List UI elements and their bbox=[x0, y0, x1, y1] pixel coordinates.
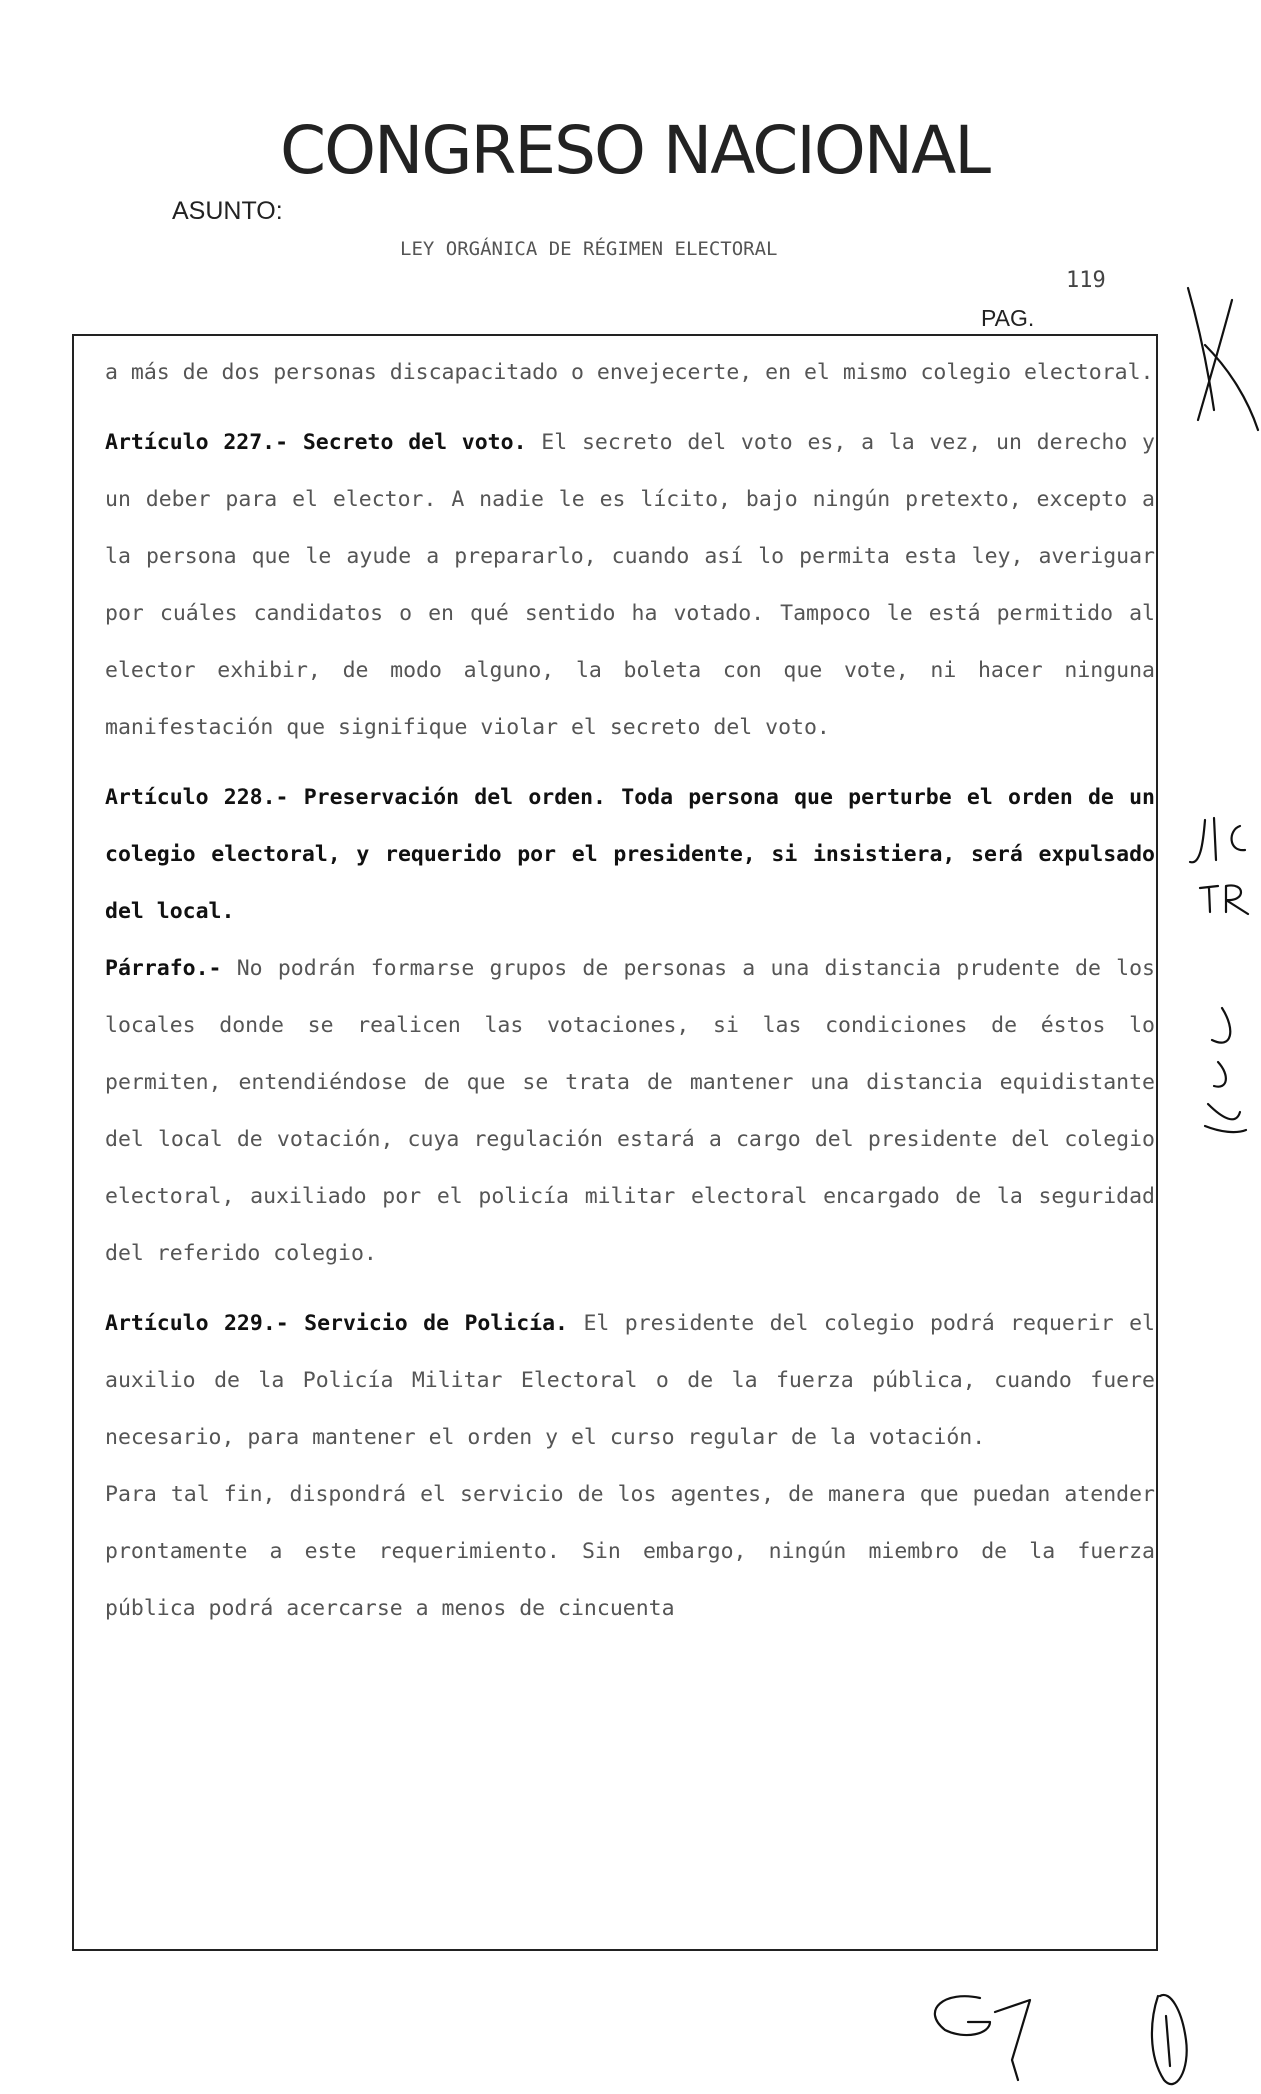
page-number: 119 bbox=[1066, 268, 1106, 293]
document-body bbox=[105, 344, 1155, 1637]
asunto-label: ASUNTO: bbox=[172, 197, 283, 225]
document-subject: LEY ORGÁNICA DE RÉGIMEN ELECTORAL bbox=[400, 238, 778, 260]
page-title: CONGRESO NACIONAL bbox=[280, 112, 990, 189]
parrafo-text: No podrán formarse grupos de personas a una distancia prudente de los locales donde se realicen las votaciones, si las condiciones de éstos lo permiten, entendiéndose de que se trata de mantener una distancia equidistante del local de votación, cuya regulación estará a cargo del presidente del colegio electoral, auxiliado por el policía militar electoral encargado de la seguridad del referido colegio. bbox=[105, 956, 1155, 1266]
parrafo-heading: Párrafo.- bbox=[105, 956, 222, 981]
article-228-text: Toda persona que perturbe el orden de un colegio electoral, y requerido por el presidente, si insistiera, será expulsado del local. bbox=[105, 785, 1155, 924]
article-227 bbox=[105, 414, 1155, 756]
intro-paragraph: a más de dos personas discapacitado o envejecerte, en el mismo colegio electoral. bbox=[105, 360, 1154, 385]
article-229-heading: Artículo 229.- Servicio de Policía. bbox=[105, 1311, 569, 1336]
parrafo bbox=[105, 940, 1155, 1282]
bottom-signature-scribble bbox=[1152, 1995, 1187, 2084]
margin-x-mark bbox=[1188, 288, 1258, 430]
article-227-text: El secreto del voto es, a la vez, un derecho y un deber para el elector. A nadie le es lícito, bajo ningún pretexto, excepto a la persona que le ayude a prepararlo, cuando así lo permita esta ley, averiguar por cuáles candidatos o en qué sentido ha votado. Tampoco le está permitido al elector exhibir, de modo alguno, la boleta con que vote, ni hacer ninguna manifestación que signifique violar el secreto del voto. bbox=[105, 430, 1155, 740]
article-228-heading: Artículo 228.- Preservación del orden. bbox=[105, 785, 607, 810]
margin-initials-ir bbox=[1200, 885, 1248, 914]
article-229 bbox=[105, 1295, 1155, 1466]
margin-initials-jdc bbox=[1190, 818, 1245, 862]
article-228 bbox=[105, 769, 1155, 940]
article-227-heading: Artículo 227.- Secreto del voto. bbox=[105, 430, 527, 455]
bottom-signature-g bbox=[935, 1996, 1030, 2080]
article-229-continuation: Para tal fin, dispondrá el servicio de los agentes, de manera que puedan atender prontamente a este requerimiento. Sin embargo, ningún miembro de la fuerza pública podrá acercarse a menos de cincuenta bbox=[105, 1482, 1155, 1621]
article-229-text: El presidente del colegio podrá requerir el auxilio de la Policía Militar Electoral o de la fuerza pública, cuando fuere necesario, para mantener el orden y el curso regular de la votación. bbox=[105, 1311, 1155, 1450]
margin-initials-vertical bbox=[1205, 1008, 1246, 1132]
pag-label: PAG. bbox=[981, 305, 1035, 331]
